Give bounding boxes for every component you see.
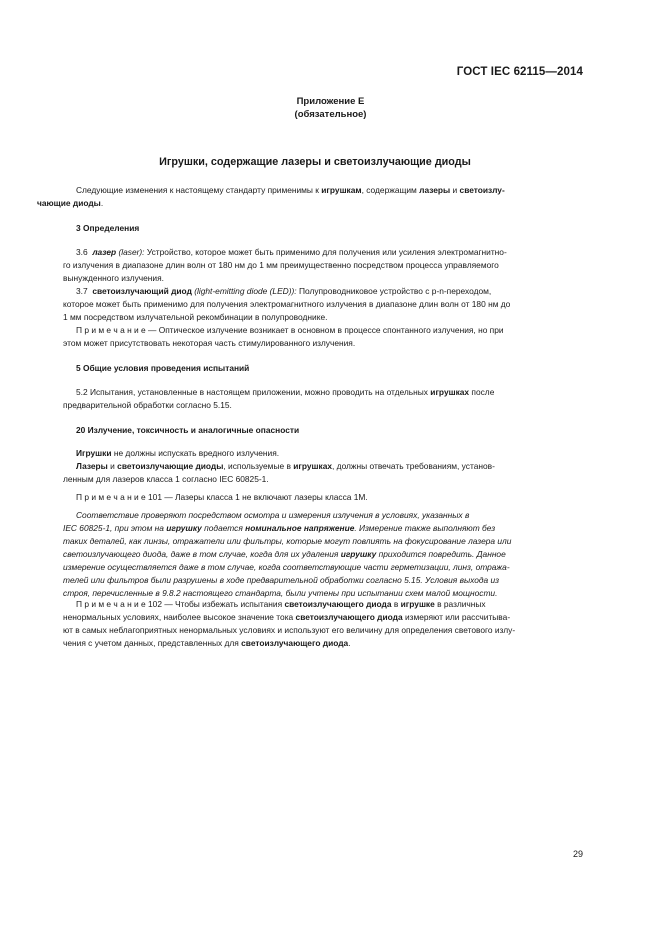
section-20-heading: 20 Излучение, токсичность и аналогичные опасности [76,425,300,435]
term-toys: игрушках [430,387,470,397]
term-led: светоизлучающего диода [284,599,392,609]
note-text: в различных [434,599,486,609]
compliance-text: IEC 60825-1, при этом на [63,523,167,533]
intro-text: и [450,185,460,195]
clause-text: 5.2 Испытания, установленные в настоящем приложении, можно проводить на отдельных [76,387,431,397]
term-led: светоизлучающего диода [295,612,403,622]
note-label: П р и м е ч а н и е 102 [76,599,162,609]
intro-term-led-cont: чающие диоды [37,198,101,208]
intro-paragraph [37,184,582,210]
note-text: — Оптическое излучение возникает в основном в процессе спонтанного излучения, но при [145,325,504,335]
term-english: (light-emitting diode (LED)): [194,286,297,296]
compliance-paragraph [63,509,582,600]
intro-term-lasers: лазеры [419,185,451,195]
page-number: 29 [572,849,583,859]
compliance-text: приходится повредить. Данное [376,549,506,559]
compliance-text: . Измерение также выполняют без [354,523,496,533]
compliance-text: измерение осуществляется даже в том случае, когда соответствующие части герметизации, линз, отража- [63,562,510,572]
compliance-text: строя, перечисленные в 9.8.2 настоящего стандарта, были учтены при испытании схем малой мощности. [63,588,498,598]
intro-text: . [100,198,104,208]
note-3 [63,324,582,350]
annex-status: (обязательное) [294,109,367,120]
clause-20-text [63,447,582,486]
clause-text: не должны испускать вредного излучения. [111,448,280,458]
clause-number: 3.6 [76,247,88,257]
note-text: чения с учетом данных, представленных для [63,638,242,648]
term-rated-voltage: номинальное напряжение [245,523,355,533]
note-text: ненормальных условиях, наиболее высокое значение тока [63,612,296,622]
annex-title: Игрушки, содержащие лазеры и светоизлучающие диоды [159,156,471,168]
term-toys: игрушках [293,461,333,471]
intro-text: , содержащим [361,185,420,195]
compliance-text: таких деталей, как линзы, отражатели или фильтры, которые могут повлиять на фокусирование лазера или [63,536,512,546]
note-text: ют в самых неблагоприятных ненормальных условиях и используют его величину для определения светового излу- [63,625,516,635]
definition-text: Устройство, которое может быть применимо для получения или усиления электромагнитно- [144,247,507,257]
note-text: — Чтобы избежать испытания [162,599,285,609]
section-3-heading: 3 Определения [76,223,140,233]
definition-text: 1 мм посредством излучательной рекомбинации в полупроводнике. [63,312,328,322]
term-lasers: Лазеры [76,461,108,471]
note-label: П р и м е ч а н и е [76,325,146,335]
compliance-text: Соответствие проверяют посредством осмотра и измерения излучения в условиях, указанных в [76,510,470,520]
compliance-text: телей или фильтров были разрушены в ходе предварительной обработки согласно 5.15. Условия выхода из [63,575,500,585]
clause-text: , должны отвечать требованиям, установ- [332,461,495,471]
note-102 [63,598,582,650]
standard-designation: ГОСТ IEC 62115—2014 [456,66,583,78]
intro-text: Следующие изменения к настоящему стандарту применимы к [76,185,322,195]
note-label: П р и м е ч а н и е 101 [76,492,162,502]
section-5-heading: 5 Общие условия проведения испытаний [76,363,250,373]
term-led: светоизлучающего диода [241,638,349,648]
note-text: в [391,599,401,609]
clause-text: , используемые в [223,461,294,471]
annex-label: Приложение Е [296,96,365,107]
note-text: измеряют или рассчитыва- [402,612,511,622]
intro-term-led: светоизлу- [459,185,505,195]
term-toy: игрушке [400,599,435,609]
note-text: — Лазеры класса 1 не включают лазеры класса 1М. [162,492,368,502]
term-toys: Игрушки [76,448,112,458]
compliance-text: светоизлучающего диода, даже в том случае, когда для их удаления [63,549,341,559]
definition-3-6 [63,246,582,285]
definition-text: вынужденного излучения. [63,273,164,283]
term-led: светоизлучающие диоды [117,461,224,471]
clause-text: предварительной обработки согласно 5.15. [63,400,232,410]
note-text: этом может присутствовать некоторая часть стимулированного излучения. [63,338,356,348]
compliance-text: подается [201,523,246,533]
term-toy: игрушку [166,523,202,533]
definition-text: го излучения в диапазоне длин волн от 180 нм до 1 мм преимущественно посредством процесса управляемого [63,260,499,270]
clause-text: ленным для лазеров класса 1 согласно IEC 60825-1. [63,474,269,484]
definition-text: которое может быть применимо для получения электромагнитного излучения в диапазоне длин волн от 180 нм до [63,299,511,309]
term-led: светоизлучающий диод [92,286,192,296]
clause-text: после [469,387,495,397]
term-english: (laser): [118,247,145,257]
definition-text: Полупроводниковое устройство с р-n-переходом, [296,286,492,296]
note-text: . [348,638,351,648]
definition-3-7 [63,285,582,324]
clause-text: и [107,461,118,471]
term-toy: игрушку [340,549,377,559]
intro-term-toys: игрушкам [321,185,362,195]
term-laser: лазер [92,247,117,257]
note-101 [76,491,582,504]
clause-5-2 [63,386,582,412]
clause-number: 3.7 [76,286,88,296]
